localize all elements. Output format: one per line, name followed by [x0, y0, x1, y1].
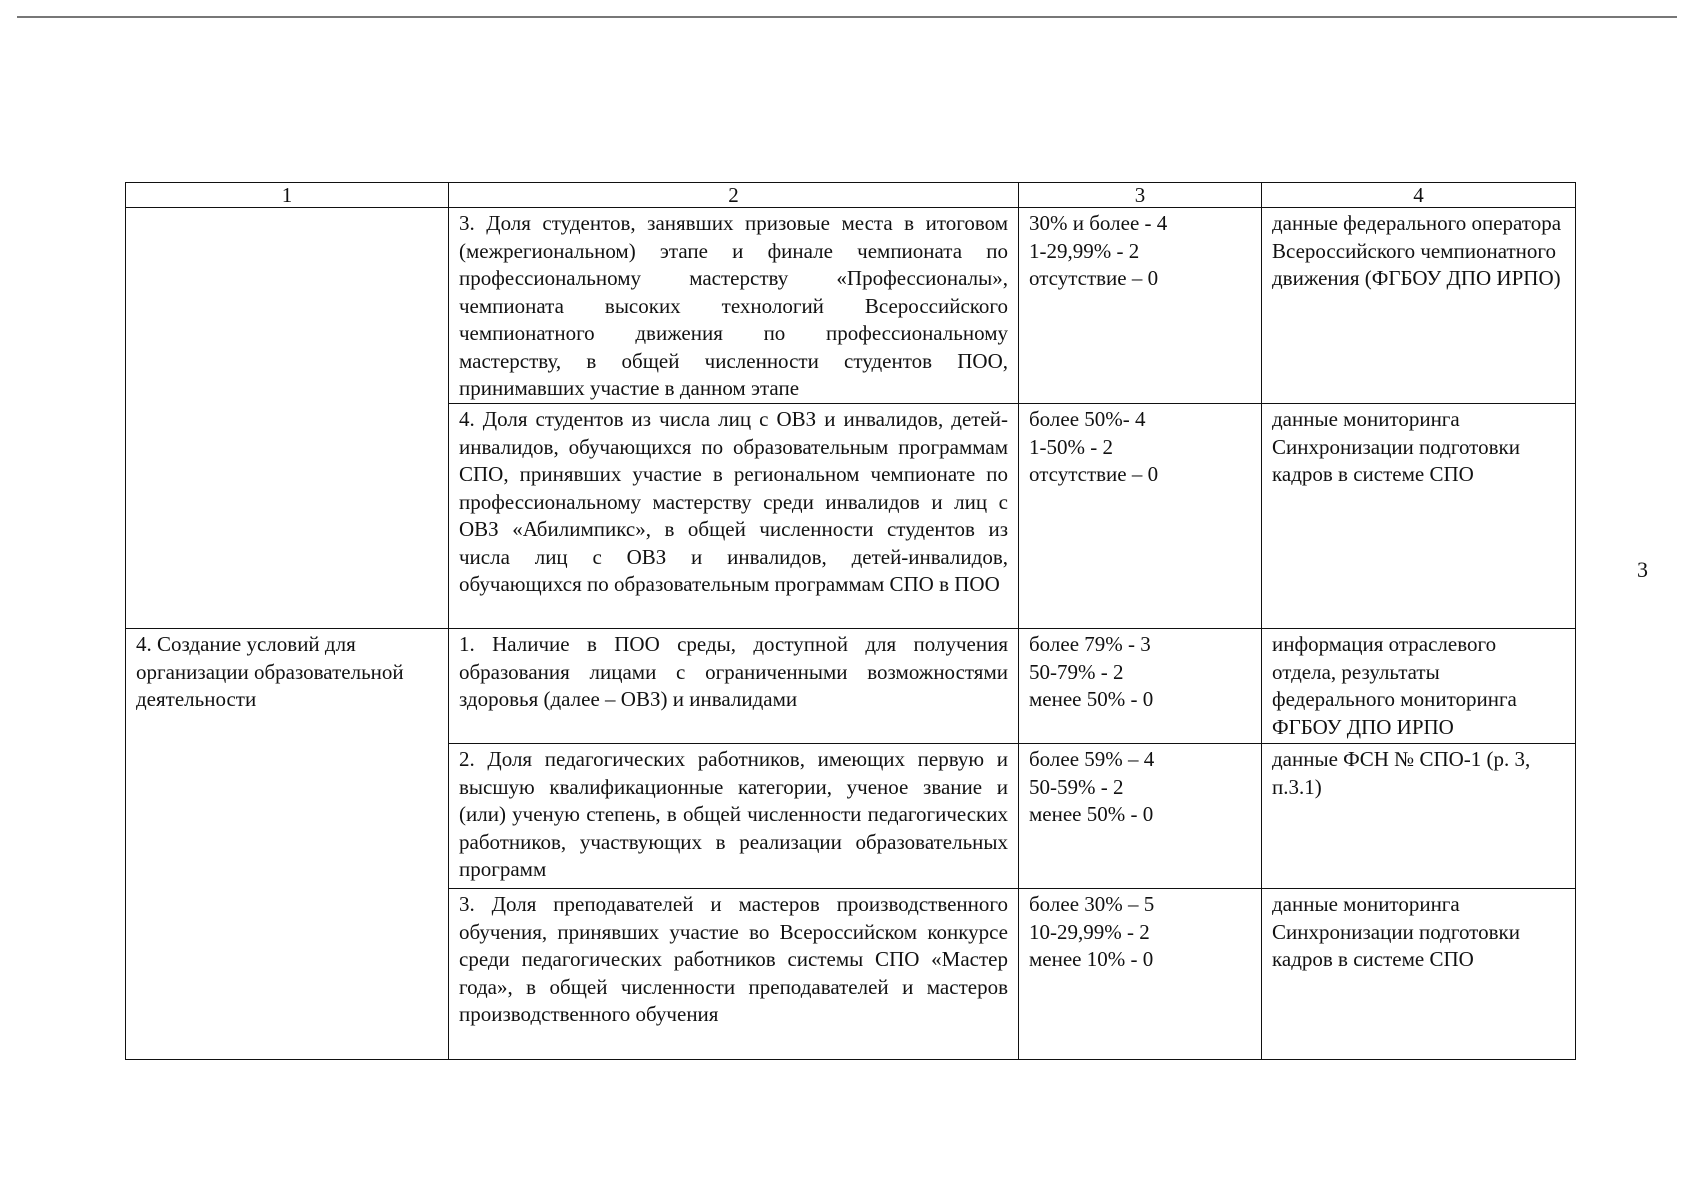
page-number: 3 — [1637, 557, 1648, 582]
score-line: отсутствие – 0 — [1029, 266, 1159, 290]
header-row — [126, 183, 1576, 208]
score-cell — [1019, 208, 1262, 404]
score-line: 1-29,99% - 2 — [1029, 238, 1140, 263]
criteria-table — [125, 182, 1576, 1060]
score-cell — [1019, 629, 1262, 744]
score-line: 50-79% - 2 — [1029, 659, 1124, 684]
indicator-cell: 3. Доля студентов, занявших призовые места в итоговом (межрегиональном) этапе и финале чемпионата по профессиональному мастерству «Профессионалы», чемпионата высоких технологий Всероссийского чемпионатного движения по профессиональному мастерству, в общей численности студентов ПОО, принимавших участие в данном этапе — [449, 208, 1019, 404]
empty-cell — [126, 208, 449, 629]
score-line: отсутствие – 0 — [1029, 462, 1159, 486]
indicator-cell: 1. Наличие в ПОО среды, доступной для получения образования лицами с ограниченными возможностями здоровья (далее – ОВЗ) и инвалидами — [449, 629, 1019, 744]
section-title-cell: 4. Создание условий для организации образовательной деятельности — [126, 629, 449, 1060]
indicator-cell: 2. Доля педагогических работников, имеющих первую и высшую квалификационные категории, ученое звание и (или) ученую степень, в общей численности педагогических работников, участвующих в реализации образовательных программ — [449, 744, 1019, 889]
source-cell: данные мониторинга Синхронизации подготовки кадров в системе СПО — [1262, 889, 1576, 1060]
score-line: 1-50% - 2 — [1029, 434, 1113, 459]
score-line: менее 10% - 0 — [1029, 947, 1154, 971]
score-cell — [1019, 889, 1262, 1060]
source-cell: данные федерального оператора Всероссийского чемпионатного движения (ФГБОУ ДПО ИРПО) — [1262, 208, 1576, 404]
header-col-2: 2 — [449, 183, 1019, 208]
indicator-cell: 4. Доля студентов из числа лиц с ОВЗ и инвалидов, детей-инвалидов, обучающихся по образовательным программам СПО, принявших участие в региональном чемпионате по профессиональному мастерству среди инвалидов и лиц с ОВЗ «Абилимпикс», в общей численности студентов из числа лиц с ОВЗ и инвалидов, детей-инвалидов, обучающихся по образовательным программам СПО в ПОО — [449, 404, 1019, 629]
score-cell — [1019, 404, 1262, 629]
score-line: менее 50% - 0 — [1029, 802, 1154, 826]
top-rule — [17, 16, 1677, 18]
indicator-cell: 3. Доля преподавателей и мастеров производственного обучения, принявших участие во Всероссийском конкурсе среди педагогических работников системы СПО «Мастер года», в общей численности преподавателей и мастеров производственного обучения — [449, 889, 1019, 1060]
table-row — [126, 629, 1576, 744]
header-col-4: 4 — [1262, 183, 1576, 208]
score-line: менее 50% - 0 — [1029, 687, 1154, 711]
header-col-3: 3 — [1019, 183, 1262, 208]
score-line: более 79% - 3 — [1029, 632, 1151, 656]
header-col-1: 1 — [126, 183, 449, 208]
score-line: 10-29,99% - 2 — [1029, 919, 1150, 944]
score-cell — [1019, 744, 1262, 889]
score-line: 30% и более - 4 — [1029, 211, 1168, 235]
score-line: более 30% – 5 — [1029, 892, 1155, 916]
score-line: более 50%- 4 — [1029, 407, 1146, 431]
source-cell: информация отраслевого отдела, результаты федерального мониторинга ФГБОУ ДПО ИРПО — [1262, 629, 1576, 744]
table-row — [126, 208, 1576, 404]
score-line: 50-59% - 2 — [1029, 774, 1124, 799]
source-cell: данные ФСН № СПО-1 (р. 3, п.3.1) — [1262, 744, 1576, 889]
source-cell: данные мониторинга Синхронизации подготовки кадров в системе СПО — [1262, 404, 1576, 629]
score-line: более 59% – 4 — [1029, 747, 1155, 771]
